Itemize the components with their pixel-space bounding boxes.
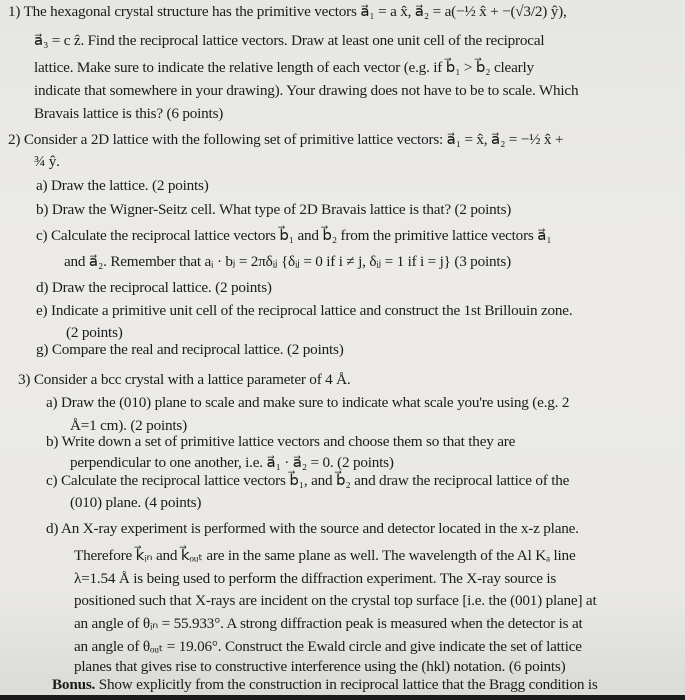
q3-part-d-line-5: an angle of θᵢₙ = 55.933°. A strong diffraction peak is measured when the detector is at xyxy=(74,615,583,632)
q2-part-b: b) Draw the Wigner-Seitz cell. What type of 2D Bravais lattice is that? (2 points) xyxy=(36,201,512,218)
q3-part-b: b) Write down a set of primitive lattice vectors and choose them so that they are xyxy=(46,433,516,450)
q3-part-d-line-3: λ=1.54 Å is being used to perform the diffraction experiment. The X-ray source is xyxy=(74,570,557,587)
q2-part-d: d) Draw the reciprocal lattice. (2 points) xyxy=(36,279,272,296)
q3-part-a-cont: Å=1 cm). (2 points) xyxy=(70,417,187,434)
q2-line-1: 2) Consider a 2D lattice with the following set of primitive lattice vectors: a⃗₁ = x̂, a⃗₂ = −½ x̂ + xyxy=(8,131,564,148)
q3-part-c-cont: (010) plane. (4 points) xyxy=(70,494,202,511)
bonus-label: Bonus. xyxy=(52,676,96,693)
q3-part-c: c) Calculate the reciprocal lattice vectors b⃗₁, and b⃗₂ and draw the reciprocal lattice of the xyxy=(46,472,570,489)
q2-part-c-cont: and a⃗₂. Remember that aᵢ · bⱼ = 2πδᵢⱼ {δᵢⱼ = 0 if i ≠ j, δᵢⱼ = 1 if i = j} (3 points) xyxy=(64,253,511,270)
q1-line-4: indicate that somewhere in your drawing). Your drawing does not have to be to scale. Which xyxy=(34,82,579,99)
q1-line-3: lattice. Make sure to indicate the relative length of each vector (e.g. if b⃗₁ > b⃗₂ clearly xyxy=(34,59,534,76)
q2-part-c: c) Calculate the reciprocal lattice vectors b⃗₁ and b⃗₂ from the primitive lattice vectors a⃗₁ xyxy=(36,227,552,244)
q3-line-1: 3) Consider a bcc crystal with a lattice parameter of 4 Å. xyxy=(18,371,351,388)
q1-line-5: Bravais lattice is this? (6 points) xyxy=(34,105,224,122)
bonus-line xyxy=(52,677,598,693)
q2-part-g: g) Compare the real and reciprocal lattice. (2 points) xyxy=(36,341,344,358)
bonus-text: Show explicitly from the construction in reciprocal lattice that the Bragg condition is xyxy=(95,676,598,693)
q3-part-d: d) An X-ray experiment is performed with the source and detector located in the x-z plane. xyxy=(46,520,579,537)
q1-line-1: 1) The hexagonal crystal structure has the primitive vectors a⃗₁ = a x̂, a⃗₂ = a(−½ x̂ + −(√3/2) ŷ), xyxy=(8,3,567,20)
bottom-edge xyxy=(0,695,685,700)
q3-part-d-line-4: positioned such that X-rays are incident on the crystal top surface [i.e. the (001) plane] at xyxy=(74,592,597,609)
q1-line-2: a⃗₃ = c ẑ. Find the reciprocal lattice vectors. Draw at least one unit cell of the reciprocal xyxy=(34,32,545,49)
q3-part-d-line-2: Therefore k⃗ᵢₙ and k⃗ₒᵤₜ are in the same plane as well. The wavelength of the Al Kₐ line xyxy=(74,547,576,564)
q3-part-b-cont: perpendicular to one another, i.e. a⃗₁ · a⃗₂ = 0. (2 points) xyxy=(70,454,394,471)
q2-part-a: a) Draw the lattice. (2 points) xyxy=(36,177,209,194)
q3-part-a: a) Draw the (010) plane to scale and make sure to indicate what scale you're using (e.g. 2 xyxy=(46,394,570,411)
q2-part-e: e) Indicate a primitive unit cell of the reciprocal lattice and construct the 1st Brillouin zone. xyxy=(36,302,573,319)
q3-part-d-line-7: planes that gives rise to constructive interference using the (hkl) notation. (6 points) xyxy=(74,658,566,675)
q2-part-e-cont: (2 points) xyxy=(66,324,123,341)
q2-line-2: ¾ ŷ. xyxy=(34,153,60,170)
q3-part-d-line-6: an angle of θₒᵤₜ = 19.06°. Construct the Ewald circle and give indicate the set of lattice xyxy=(74,638,582,655)
